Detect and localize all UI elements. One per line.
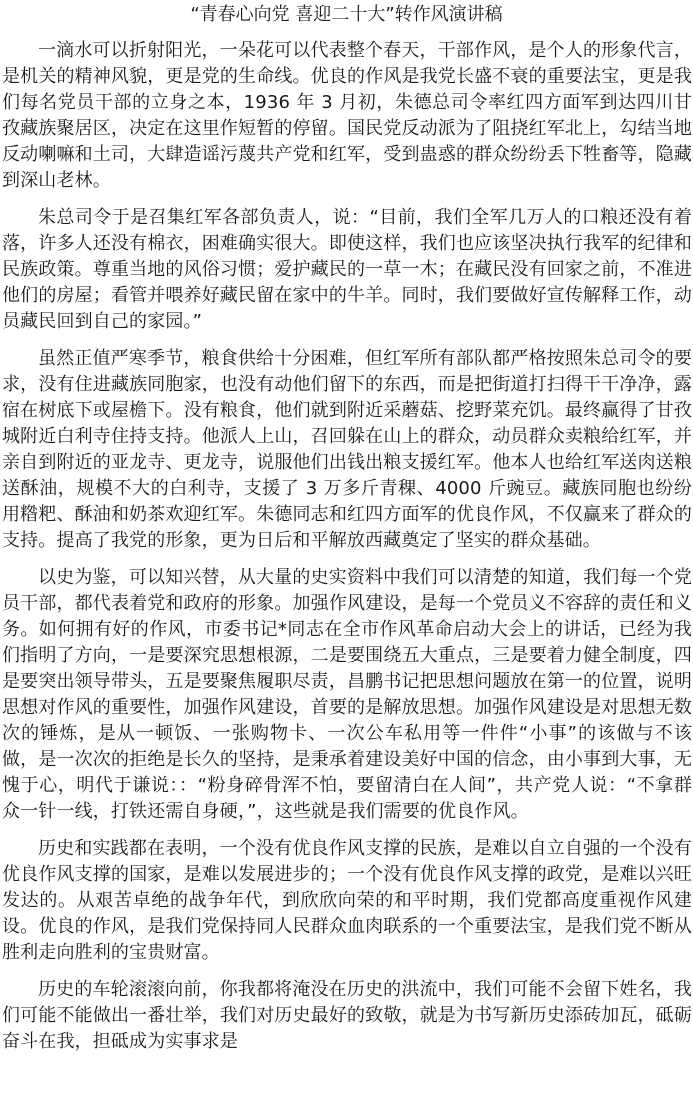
- paragraph-2: 朱总司令于是召集红军各部负责人，说：“目前，我们全军几万人的口粮还没有着落，许多人还没有棉衣，困难确实很大。即使这样，我们也应该坚决执行我军的纪律和民族政策。尊重当地的风俗习惯；爱护藏民的一草一木；在藏民没有回家之前，不准进他们的房屋；看管并喂养好藏民留在家中的牛羊。同时，我们要做好宣传解释工作，动员藏民回到自己的家园。”: [2, 207, 692, 332]
- paragraph-3: 虽然正值严寒季节，粮食供给十分困难，但红军所有部队都严格按照朱总司令的要求，没有住进藏族同胞家，也没有动他们留下的东西，而是把街道打扫得干干净净，露宿在树底下或屋檐下。没有粮食，他们就到附近采蘑菇、挖野菜充饥。最终赢得了甘孜城附近白利寺住持支持。他派人上山，召回躲在山上的群众，动员群众卖粮给红军，并亲自到附近的亚龙寺、更龙寺，说服他们出钱出粮支援红军。他本人也给红军送肉送粮送酥油，规模不大的白利寺，支援了 3 万多斤青稞、4000 斤豌豆。藏族同胞也纷纷用糌粑、酥油和奶茶欢迎红军。朱德同志和红四方面军的优良作风，不仅赢来了群众的支持。提高了我党的形象，更为日后和平解放西藏奠定了坚实的群众基础。: [2, 348, 692, 551]
- paragraph-6: 历史的车轮滚滚向前，你我都将淹没在历史的洪流中，我们可能不会留下姓名，我们可能不能做出一番壮举，我们对历史最好的致敬，就是为书写新历史添砖加瓦，砥砺奋斗在我，担砥成为实事求是: [2, 979, 692, 1052]
- paragraph-5: 历史和实践都在表明，一个没有优良作风支撑的民族，是难以自立自强的一个没有优良作风支撑的国家，是难以发展进步的；一个没有优良作风支撑的政党，是难以兴旺发达的。从艰苦卓绝的战争年代，到欣欣向荣的和平时期，我们党都高度重视作风建设。优良的作风，是我们党保持同人民群众血肉联系的一个重要法宝，是我们党不断从胜利走向胜利的宝贵财富。: [2, 838, 692, 963]
- document-title: “青春心向党 喜迎二十大”转作风演讲稿: [190, 4, 503, 25]
- paragraph-1: 一滴水可以折射阳光，一朵花可以代表整个春天，干部作风，是个人的形象代言，是机关的精神风貌，更是党的生命线。优良的作风是我党长盛不衰的重要法宝，更是我们每名党员干部的立身之本，1936 年 3 月初，朱德总司令率红四方面军到达四川甘孜藏族聚居区，决定在这里作短暂的停留。国民党反动派为了阻挠红军北上，勾结当地反动喇嘛和土司，大肆造谣污蔑共产党和红军，受到蛊惑的群众纷纷丢下牲畜等，隐藏到深山老林。: [2, 40, 692, 191]
- paragraph-4: 以史为鉴，可以知兴替，从大量的史实资料中我们可以清楚的知道，我们每一个党员干部，都代表着党和政府的形象。加强作风建设，是每一个党员义不容辞的责任和义务。如何拥有好的作风，市委书记*同志在全市作风革命启动大会上的讲话，已经为我们指明了方向，一是要深究思想根源，二是要围绕五大重点，三是要着力健全制度，四是要突出领导带头，五是要聚焦履职尽责，昌鹏书记把思想问题放在第一的位置，说明思想对作风的重要性，加强作风建设，首要的是解放思想。加强作风建设是对思想无数次的锤炼，是从一顿饭、一张购物卡、一次公车私用等一件件“小事”的该做与不该做，是一次次的拒绝是长久的坚持，是秉承着建设美好中国的信念，由小事到大事，无愧于心，明代于谦说：：“粉身碎骨浑不怕，要留清白在人间”，共产党人说：“不拿群众一针一线，打铁还需自身硬，”，这些就是我们需要的优良作风。: [2, 567, 692, 822]
